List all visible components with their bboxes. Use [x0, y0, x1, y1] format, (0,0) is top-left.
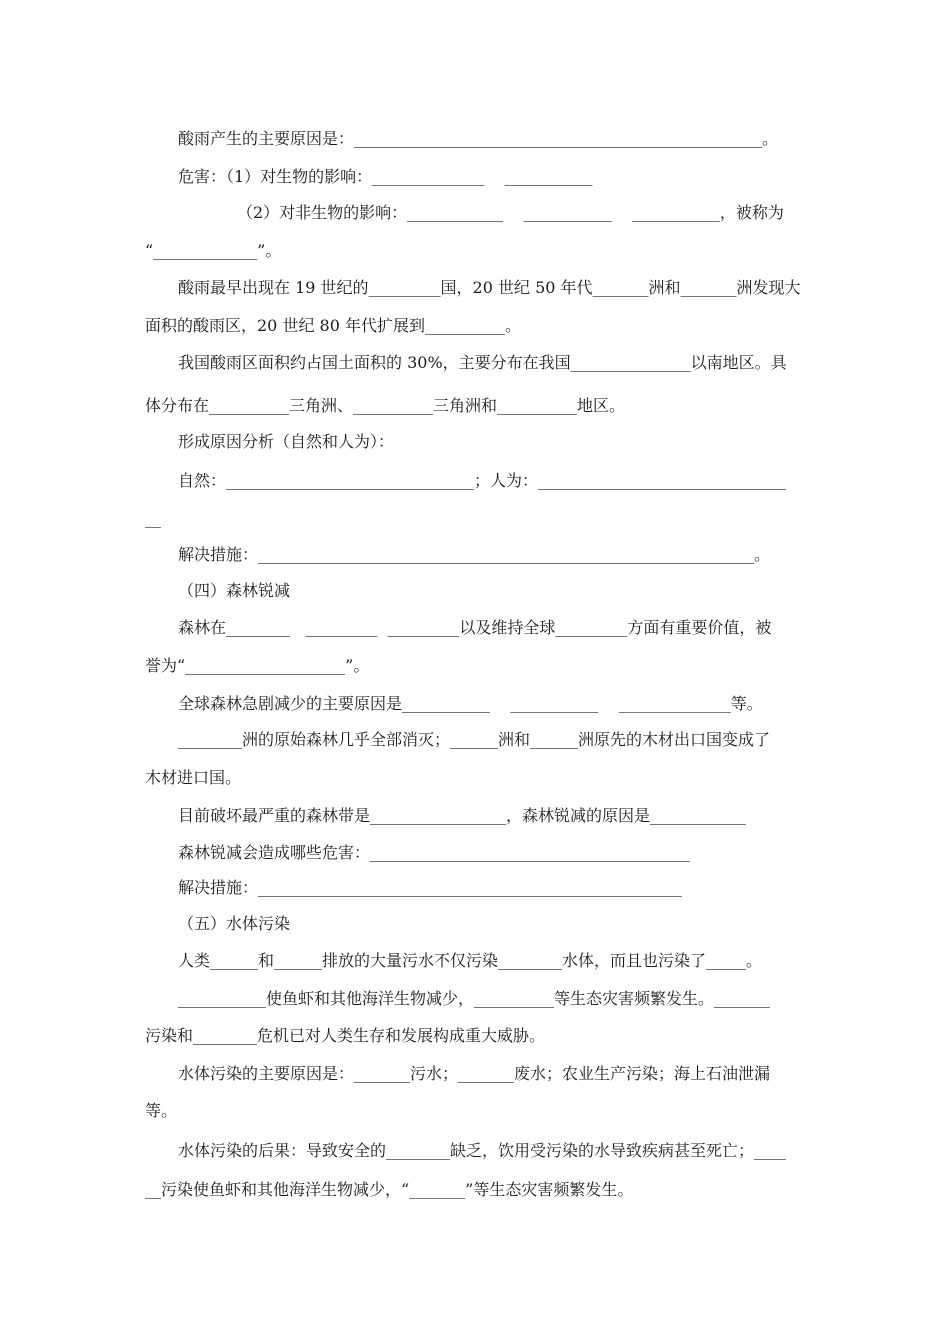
water-pollution-line-3: 污染和________危机已对人类生存和发展构成重大威胁。 — [145, 1026, 546, 1045]
water-pollution-effect-line-1: 水体污染的后果：导致安全的________缺乏，饮用受污染的水导致疾病甚至死亡；____ — [178, 1141, 787, 1160]
forest-solution-line: 解决措施：_____________________________________________________ — [178, 878, 683, 897]
water-pollution-line-2: ___________使鱼虾和其他海洋生物减少，__________等生态灾害频繁发生。_______ — [178, 989, 771, 1008]
acid-rain-history-line-1: 酸雨最早出现在 19 世纪的_________国，20 世纪 50 年代_______洲和_______洲发现大 — [178, 278, 801, 297]
china-acid-rain-line-2: 体分布在__________三角洲、__________三角洲和__________地区。 — [145, 396, 626, 415]
forest-harm-line: 森林锐减会造成哪些危害：________________________________________ — [178, 843, 691, 862]
cause-analysis-heading: 形成原因分析（自然和人为）： — [178, 432, 395, 451]
acid-rain-history-line-2: 面积的酸雨区，20 世纪 80 年代扩展到__________。 — [145, 316, 521, 335]
china-acid-rain-line-1: 我国酸雨区面积约占国土面积的 30%，主要分布在我国_______________以南地区。具 — [178, 353, 787, 372]
forest-continents-line-2: 木材进口国。 — [145, 768, 242, 787]
water-pollution-line-1: 人类______和______排放的大量污水不仅污染________水体，而且也污染了_____。 — [178, 951, 763, 970]
acid-rain-harm-biology-line: 危害：（1）对生物的影响：______________ ___________ — [178, 167, 593, 186]
forest-worst-zone-line: 目前破坏最严重的森林带是_________________，森林锐减的原因是____________ — [178, 806, 747, 825]
water-pollution-cause-line-1: 水体污染的主要原因是：_______污水；_______废水；农业生产污染；海上石油泄漏 — [178, 1064, 771, 1083]
forest-value-line-2: 誉为“____________________”。 — [145, 656, 370, 675]
acid-rain-solution-line: 解决措施：______________________________________________________________。 — [178, 545, 771, 564]
acid-rain-nickname-line: “_____________”。 — [145, 241, 282, 260]
section-5-heading: （五）水体污染 — [178, 914, 291, 933]
cause-natural-human-line: 自然：_______________________________；人为：_______________________________ — [178, 471, 787, 490]
cause-continuation-line: __ — [145, 509, 161, 528]
forest-continents-line-1: ________洲的原始森林几乎全部消灭；______洲和______洲原先的木材出口国变成了 — [178, 730, 771, 749]
acid-rain-harm-nonbiology-line: （2）对非生物的影响：____________ ___________ ___________，被称为 — [237, 203, 784, 222]
forest-value-line-1: 森林在________ _________ _________以及维持全球_________方面有重要价值，被 — [178, 618, 772, 637]
forest-decline-cause-line: 全球森林急剧减少的主要原因是___________ ___________ ______________等。 — [178, 694, 763, 713]
section-4-heading: （四）森林锐减 — [178, 581, 291, 600]
acid-rain-cause-line: 酸雨产生的主要原因是：___________________________________________________。 — [178, 129, 779, 148]
water-pollution-effect-line-2: __污染使鱼虾和其他海洋生物减少，“_______”等生态灾害频繁发生。 — [145, 1180, 634, 1199]
water-pollution-cause-line-2: 等。 — [145, 1101, 178, 1120]
